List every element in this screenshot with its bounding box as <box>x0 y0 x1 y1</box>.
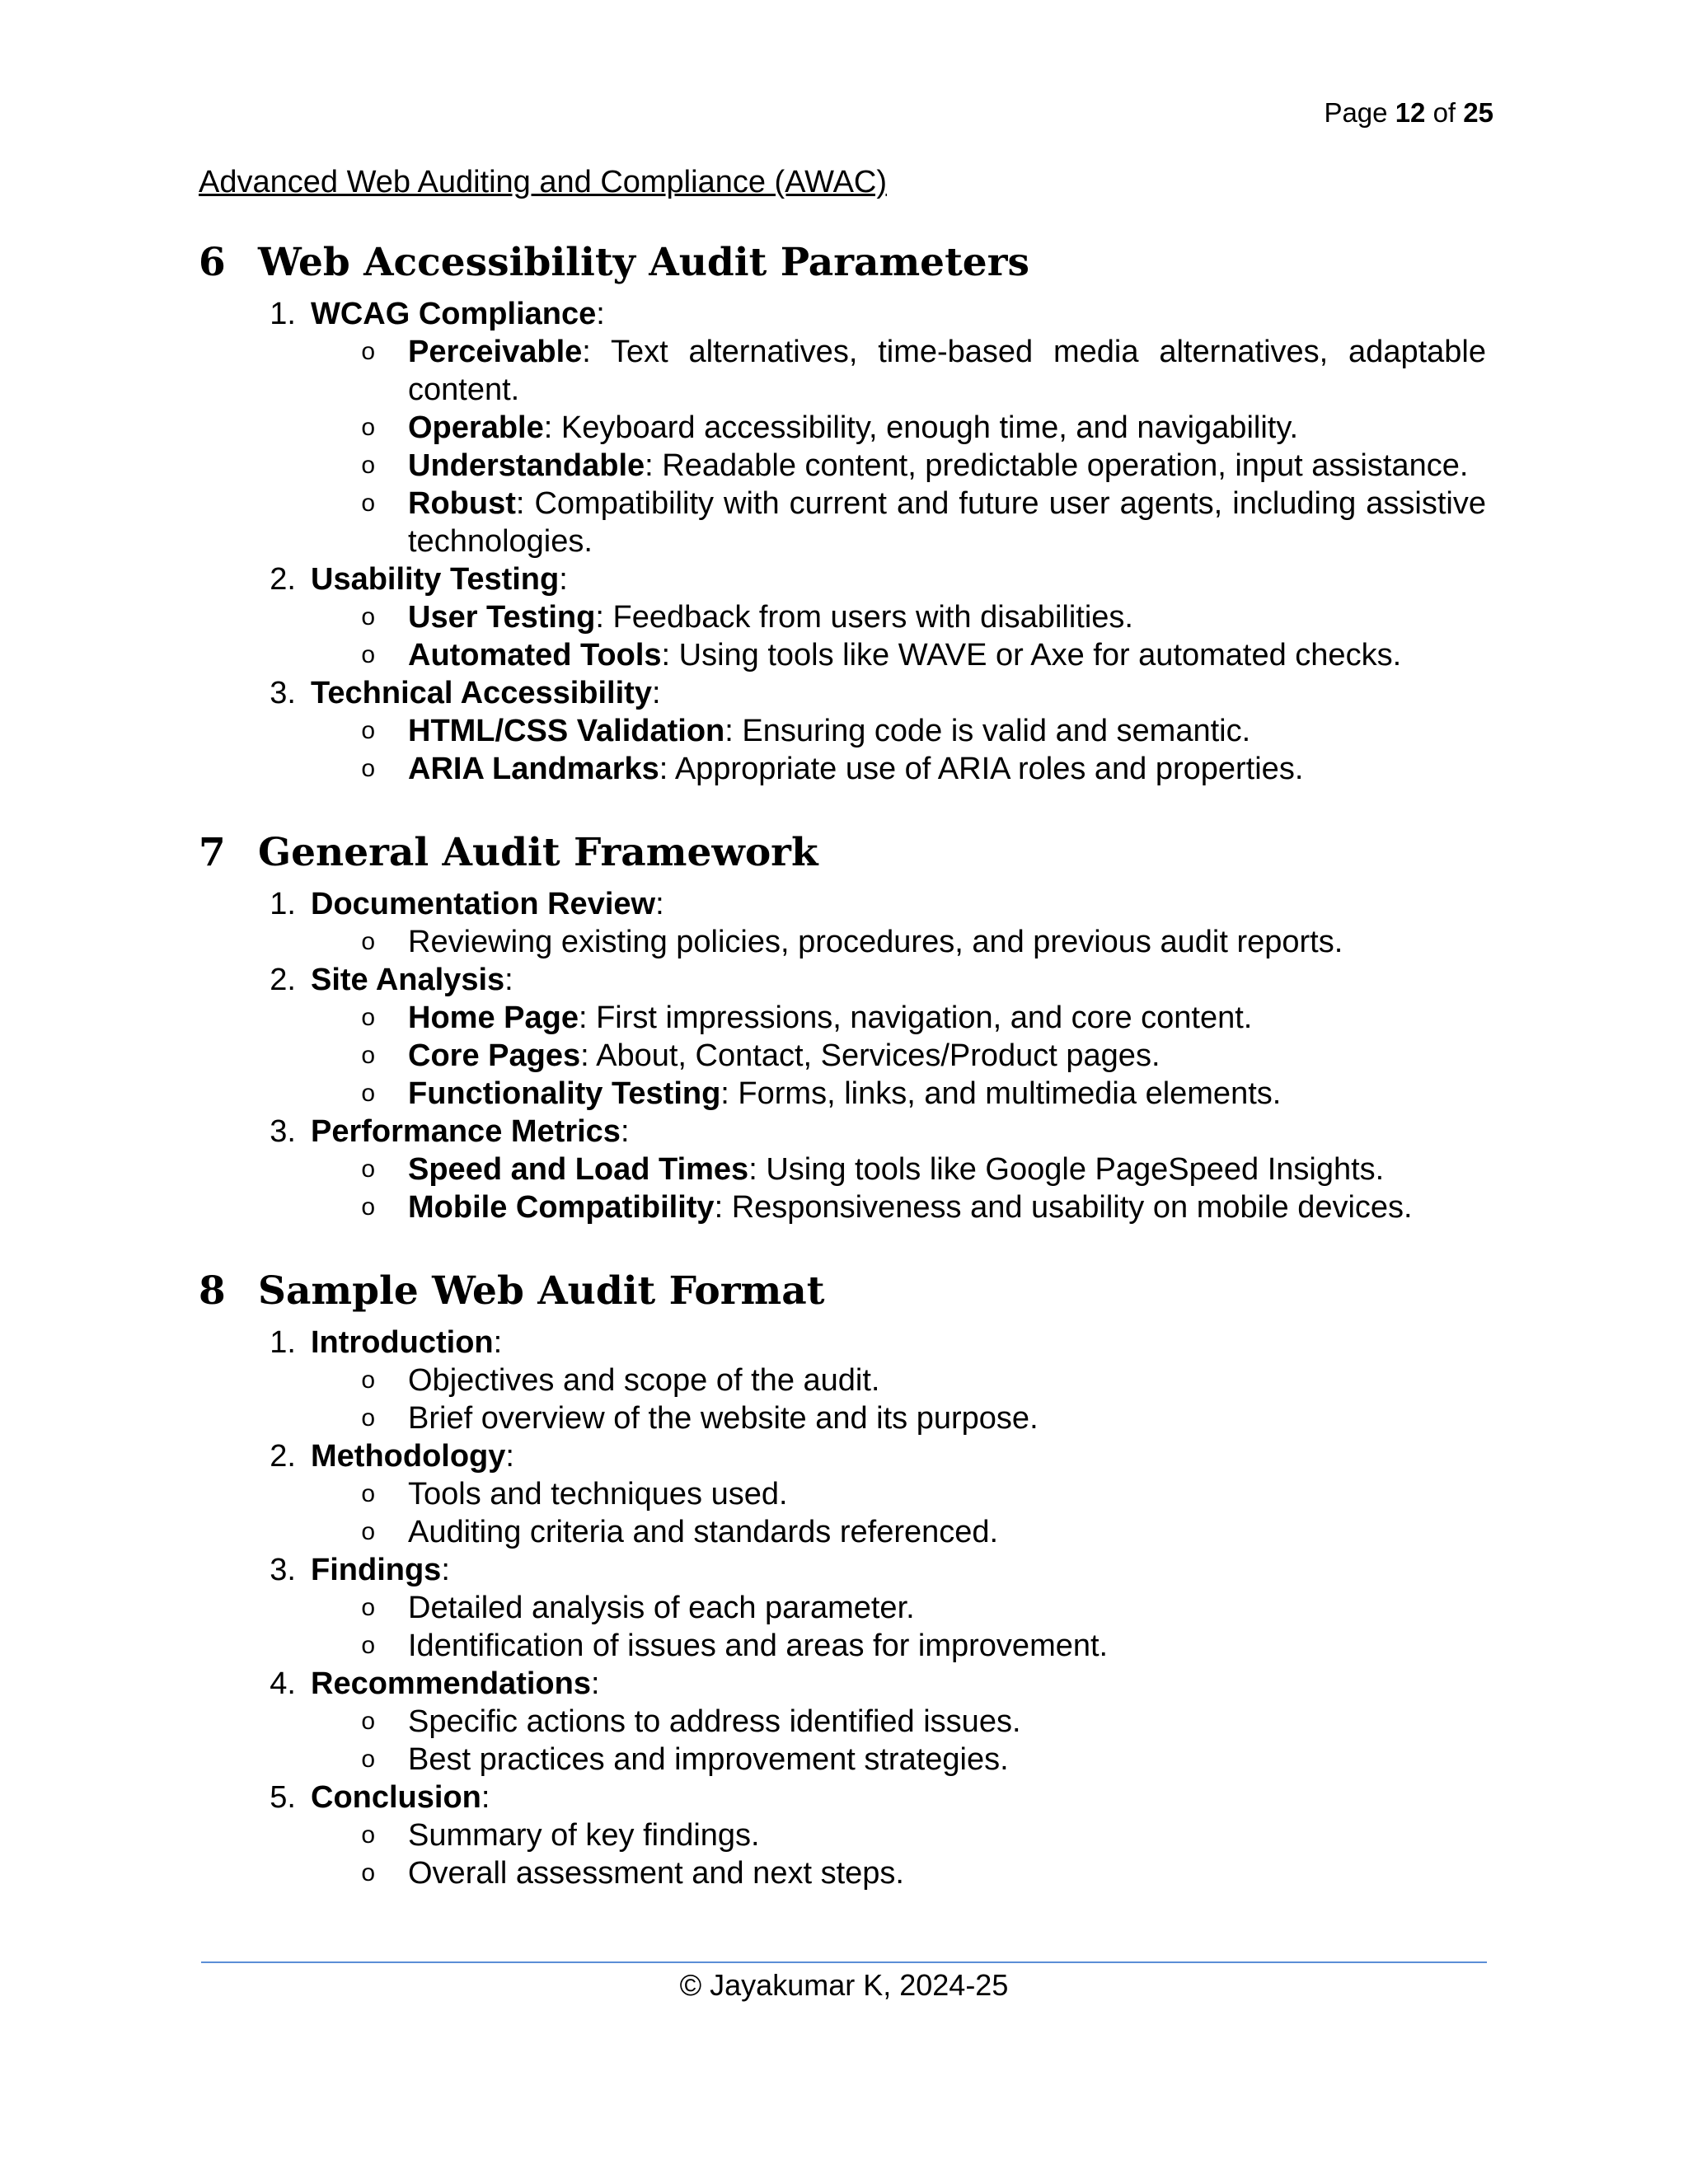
sub-list-item: o Home Page: First impressions, navigation, and core content. <box>199 999 1486 1037</box>
sub-list-item <box>199 1854 1486 1892</box>
sub-term: Robust <box>408 486 516 521</box>
sub-description: Responsiveness and usability on mobile devices. <box>731 1190 1413 1225</box>
sub-term: Understandable <box>408 448 645 483</box>
sub-list-item <box>199 1703 1486 1741</box>
sub-list-item <box>199 1627 1486 1665</box>
sub-list-item <box>199 1513 1486 1551</box>
sub-list-item <box>199 1741 1486 1779</box>
list-term: Introduction <box>311 1325 494 1360</box>
bullet-icon: o <box>361 1080 375 1107</box>
sub-description: Summary of key findings. <box>408 1818 760 1853</box>
sub-description: Brief overview of the website and its purpose. <box>408 1401 1039 1436</box>
sub-description: Compatibility with current and future user agents, including assistive technologies. <box>408 486 1487 559</box>
list-item: 3. Findings: <box>199 1551 1486 1589</box>
sub-list-item: o Perceivable: Text alternatives, time-based media alternatives, adaptable content. <box>199 333 1486 409</box>
sub-list-item: o Mobile Compatibility: Responsiveness and usability on mobile devices. <box>199 1188 1486 1226</box>
sub-description: Identification of issues and areas for improvement. <box>408 1629 1109 1663</box>
sub-description: Ensuring code is valid and semantic. <box>742 714 1251 748</box>
list-number: 3. <box>270 676 296 710</box>
list-item: 5. Conclusion: <box>199 1779 1486 1816</box>
sub-list-item <box>199 1399 1486 1437</box>
sub-description: Reviewing existing policies, procedures, and previous audit reports. <box>408 925 1343 959</box>
sub-description: Auditing criteria and standards referenced. <box>408 1515 999 1549</box>
bullet-icon: o <box>361 1366 375 1394</box>
list-number: 2. <box>270 963 296 997</box>
sub-list-item: o Functionality Testing: Forms, links, and multimedia elements. <box>199 1075 1486 1113</box>
sub-description: Keyboard accessibility, enough time, and navigability. <box>560 410 1299 445</box>
sub-description: Readable content, predictable operation, input assistance. <box>662 448 1469 483</box>
section-heading <box>199 231 1486 295</box>
bullet-icon: o <box>361 1155 375 1183</box>
list-term: Documentation Review <box>311 887 656 921</box>
sub-description: Feedback from users with disabilities. <box>612 600 1133 635</box>
sub-term: Speed and Load Times <box>408 1152 749 1187</box>
sub-description: Overall assessment and next steps. <box>408 1856 904 1891</box>
list-number: 1. <box>270 297 296 331</box>
sub-description: First impressions, navigation, and core content. <box>596 1001 1253 1035</box>
page-number: Page 12 of 25 <box>1324 97 1493 128</box>
sub-list-item <box>199 1361 1486 1399</box>
sub-term: Mobile Compatibility <box>408 1190 715 1225</box>
sub-term: HTML/CSS Validation <box>408 714 725 748</box>
list-item: 1. WCAG Compliance: <box>199 295 1486 333</box>
section-number: 8 <box>199 1268 226 1314</box>
list-item: 3. Performance Metrics: <box>199 1113 1486 1151</box>
list-term: Conclusion <box>311 1780 481 1815</box>
bullet-icon: o <box>361 1004 375 1031</box>
sub-description: Forms, links, and multimedia elements. <box>738 1076 1282 1111</box>
footer-copyright: © Jayakumar K, 2024-25 <box>679 1968 1009 2002</box>
running-title: Advanced Web Auditing and Compliance (AWAC) <box>199 165 888 199</box>
sub-description: Text alternatives, time-based media alternatives, adaptable content. <box>408 335 1486 407</box>
list-term: Technical Accessibility <box>311 676 652 710</box>
sub-description: Using tools like Google PageSpeed Insights. <box>766 1152 1385 1187</box>
section-heading <box>199 821 1486 885</box>
section-title: General Audit Framework <box>258 830 818 875</box>
list-term: Performance Metrics <box>311 1114 621 1149</box>
bullet-icon: o <box>361 603 375 630</box>
sub-term: User Testing <box>408 600 596 635</box>
section-gap <box>199 1226 1486 1259</box>
list-item: 2. Methodology: <box>199 1437 1486 1475</box>
bullet-icon: o <box>361 490 375 517</box>
sub-list-item: o Understandable: Readable content, predictable operation, input assistance. <box>199 447 1486 485</box>
bullet-icon: o <box>361 1042 375 1069</box>
sub-list-item: o Speed and Load Times: Using tools like Google PageSpeed Insights. <box>199 1151 1486 1188</box>
bullet-icon: o <box>361 1480 375 1507</box>
sub-term: Functionality Testing <box>408 1076 721 1111</box>
bullet-icon: o <box>361 1594 375 1621</box>
list-item: 3. Technical Accessibility: <box>199 674 1486 712</box>
sub-term: Operable <box>408 410 544 445</box>
list-number: 1. <box>270 887 296 921</box>
bullet-icon: o <box>361 1518 375 1545</box>
bullet-icon: o <box>361 717 375 744</box>
list-term: Recommendations <box>311 1666 591 1701</box>
sub-description: About, Contact, Services/Product pages. <box>596 1038 1160 1073</box>
section-title: Web Accessibility Audit Parameters <box>258 240 1029 285</box>
footer-rule <box>201 1961 1487 1963</box>
sub-description: Best practices and improvement strategies. <box>408 1742 1009 1777</box>
list-number: 3. <box>270 1114 296 1149</box>
bullet-icon: o <box>361 641 375 668</box>
sub-list-item <box>199 1816 1486 1854</box>
sub-list-item: o Robust: Compatibility with current and future user agents, including assistive technologies. <box>199 485 1486 560</box>
section-number: 7 <box>199 830 226 875</box>
page-total: 25 <box>1463 97 1493 128</box>
list-term: Findings <box>311 1553 442 1587</box>
sub-description: Specific actions to address identified issues. <box>408 1704 1021 1739</box>
list-term: Methodology <box>311 1439 506 1474</box>
bullet-icon: o <box>361 414 375 441</box>
list-term: Usability Testing <box>311 562 560 597</box>
bullet-icon: o <box>361 755 375 782</box>
section-title: Sample Web Audit Format <box>258 1268 825 1314</box>
sub-list-item: o HTML/CSS Validation: Ensuring code is valid and semantic. <box>199 712 1486 750</box>
sub-description: Appropriate use of ARIA roles and properties. <box>674 752 1304 786</box>
sub-list-item: o Core Pages: About, Contact, Services/Product pages. <box>199 1037 1486 1075</box>
sub-list-item <box>199 923 1486 961</box>
list-item: 2. Usability Testing: <box>199 560 1486 598</box>
bullet-icon: o <box>361 338 375 365</box>
sub-list-item: o Automated Tools: Using tools like WAVE or Axe for automated checks. <box>199 636 1486 674</box>
list-number: 2. <box>270 562 296 597</box>
sub-list-item: o ARIA Landmarks: Appropriate use of ARIA roles and properties. <box>199 750 1486 788</box>
sub-description: Objectives and scope of the audit. <box>408 1363 880 1398</box>
bullet-icon: o <box>361 1193 375 1221</box>
list-term: Site Analysis <box>311 963 505 997</box>
sub-list-item <box>199 1589 1486 1627</box>
list-number: 5. <box>270 1780 296 1815</box>
sub-description: Detailed analysis of each parameter. <box>408 1591 915 1625</box>
bullet-icon: o <box>361 1708 375 1735</box>
sub-description: Using tools like WAVE or Axe for automated checks. <box>678 638 1402 673</box>
sub-list-item: o User Testing: Feedback from users with disabilities. <box>199 598 1486 636</box>
list-item: 1. Documentation Review: <box>199 885 1486 923</box>
sub-term: Home Page <box>408 1001 579 1035</box>
sub-term: Core Pages <box>408 1038 581 1073</box>
bullet-icon: o <box>361 452 375 479</box>
sub-list-item: o Operable: Keyboard accessibility, enough time, and navigability. <box>199 409 1486 447</box>
bullet-icon: o <box>361 1404 375 1432</box>
list-number: 3. <box>270 1553 296 1587</box>
page-current: 12 <box>1395 97 1426 128</box>
list-number: 1. <box>270 1325 296 1360</box>
section-heading <box>199 1259 1486 1324</box>
list-number: 2. <box>270 1439 296 1474</box>
list-item: 4. Recommendations: <box>199 1665 1486 1703</box>
sub-list-item <box>199 1475 1486 1513</box>
bullet-icon: o <box>361 928 375 955</box>
bullet-icon: o <box>361 1632 375 1659</box>
sub-term: ARIA Landmarks <box>408 752 659 786</box>
list-number: 4. <box>270 1666 296 1701</box>
sub-term: Automated Tools <box>408 638 662 673</box>
sub-description: Tools and techniques used. <box>408 1477 788 1511</box>
document-body <box>199 231 1486 1892</box>
bullet-icon: o <box>361 1859 375 1886</box>
list-item: 2. Site Analysis: <box>199 961 1486 999</box>
sub-term: Perceivable <box>408 335 583 369</box>
list-item: 1. Introduction: <box>199 1324 1486 1361</box>
section-gap <box>199 788 1486 821</box>
bullet-icon: o <box>361 1746 375 1773</box>
section-number: 6 <box>199 240 226 285</box>
list-term: WCAG Compliance <box>311 297 597 331</box>
bullet-icon: o <box>361 1821 375 1849</box>
